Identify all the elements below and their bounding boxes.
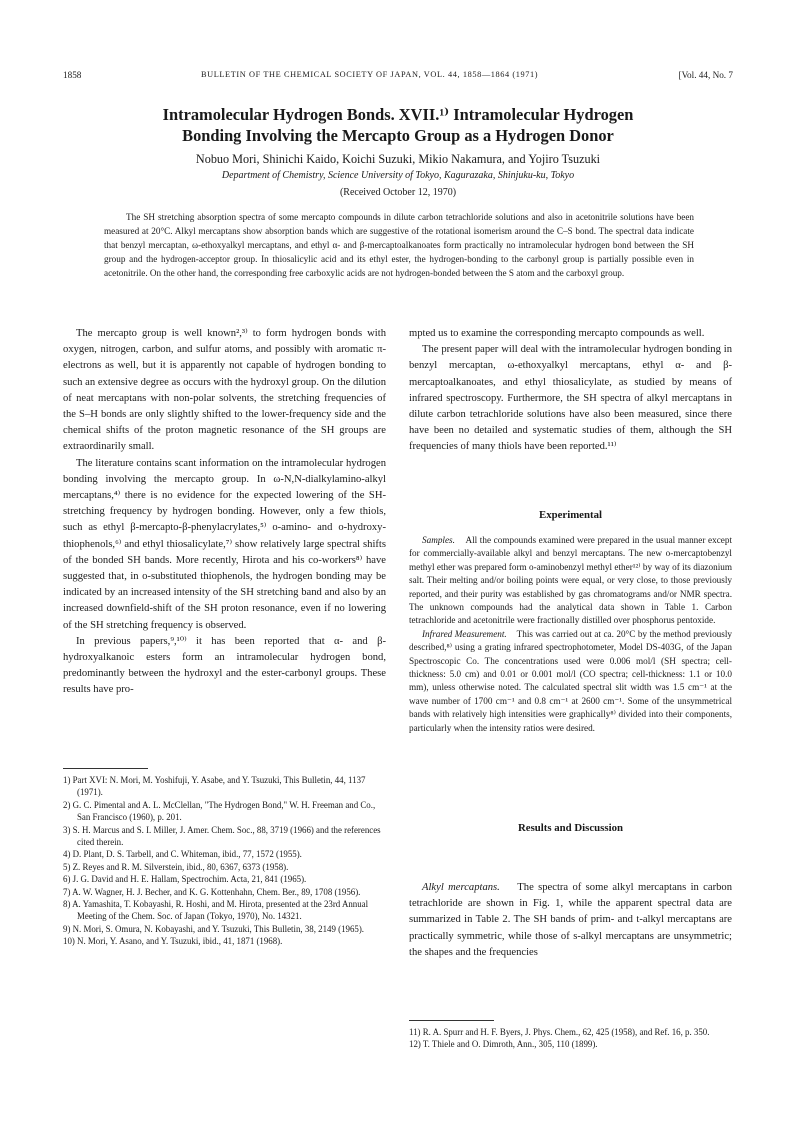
footnote-item: 7) A. W. Wagner, H. J. Becher, and K. G. Kottenhahn, Chem. Ber., 89, 1708 (1956). bbox=[63, 886, 361, 897]
intro-paragraph-3-cont: mpted us to examine the corresponding mercapto compounds as well. bbox=[409, 328, 705, 339]
intro-paragraph-3: In previous papers,⁹,¹⁰⁾ it has been reported that α- and β-hydroxyalkanoic esters form an intramolecular hydrogen bond, predominantly between the hydroxyl and the ester-carbonyl groups. These results have pro- bbox=[63, 635, 386, 696]
received-date: (Received October 12, 1970) bbox=[339, 187, 457, 198]
footnote-item: 12) T. Thiele and O. Dimroth, Ann., 305, 110 (1899). bbox=[409, 1039, 598, 1050]
ir-text: This was carried out at ca. 20°C by the method previously described,⁸⁾ using a grating infrared spectrophotometer, Model DS-403G, of the Japan Spectroscopic Co. The concentrations used were 0.006 mol/l (SH spectra; cell-thickness: 5.0 cm) and 0.01 or 0.001 mol/l (CO spectra; cell-thickness: 1.1 or 10.0 mm), unless otherwise noted. The calculated spectral slit width was 1.5 cm⁻¹ at the wave number of 1700 cm⁻¹ and 0.8 cm⁻¹ at 2600 cm⁻¹. Some of the unsymmetrical bands with relatively high intensities were graphically⁸⁾ divided into their components, particularly when the intensity ratios were desired. bbox=[409, 628, 732, 733]
intro-paragraph-1: The mercapto group is well known²,³⁾ to form hydrogen bonds with oxygen, nitrogen, carbon, and sulfur atoms, and possibly with aromatic π-electrons as well, but it is apparently not capable of hydrogen bonding to such an extensive degree as occurs with the hydroxyl group. On the dilution of neat mercaptans with non-polar solvents, the stretching frequencies of the S–H bonds are only slightly shifted to the lower-frequency side and the chemical shifts of the proton magnetic resonance of the SH groups are extraordinarily small. bbox=[63, 328, 386, 453]
footnote-rule-right bbox=[409, 1020, 494, 1021]
experimental-heading: Experimental bbox=[539, 509, 602, 521]
footnote-item: 4) D. Plant, D. S. Tarbell, and C. Whiteman, ibid., 77, 1572 (1955). bbox=[63, 849, 302, 860]
results-text: The spectra of some alkyl mercaptans in carbon tetrachloride are shown in Fig. 1, while the apparent spectral data are summarized in Table 2. The SH bands of prim- and t-alkyl mercaptans are practically symmetric, while those of s-alkyl mercaptans are unsymmetric; the shapes and the frequencies bbox=[409, 882, 732, 958]
footnote-item: 8) A. Yamashita, T. Kobayashi, R. Hoshi, and M. Hirota, presented at the 23rd Annual Meeting of the Chem. Soc. of Japan (Tokyo, 1970), No. 14321. bbox=[63, 899, 369, 922]
left-column bbox=[63, 326, 386, 699]
ir-paragraph bbox=[409, 628, 732, 735]
footnote-item: 9) N. Mori, S. Omura, N. Kobayashi, and Y. Tsuzuki, This Bulletin, 38, 2149 (1965). bbox=[63, 923, 365, 934]
footnote-item: 10) N. Mori, Y. Asano, and Y. Tsuzuki, ibid., 41, 1871 (1968). bbox=[63, 936, 283, 947]
footnote-item: 5) Z. Reyes and R. M. Silverstein, ibid., 80, 6367, 6373 (1958). bbox=[63, 861, 289, 872]
ir-lead: Infrared Measurement. bbox=[422, 628, 507, 639]
footnote-item: 11) R. A. Spurr and H. F. Byers, J. Phys. Chem., 62, 425 (1958), and Ref. 16, p. 350. bbox=[409, 1027, 710, 1037]
results-paragraph bbox=[409, 880, 732, 961]
footnote-item: 6) J. G. David and H. E. Hallam, Spectrochim. Acta, 21, 841 (1965). bbox=[63, 874, 307, 885]
affiliation: Department of Chemistry, Science University of Tokyo, Kagurazaka, Shinjuku-ku, Tokyo bbox=[221, 170, 575, 181]
samples-lead: Samples. bbox=[422, 535, 455, 545]
running-head bbox=[63, 70, 733, 84]
samples-paragraph bbox=[409, 534, 732, 628]
abstract: The SH stretching absorption spectra of some mercapto compounds in dilute carbon tetrachloride solutions and also in acetonitrile solutions have been measured at 20°C. Alkyl mercaptans show absorption bands which are suggestive of the rotational isomerism around the C–S bond. The spectral data indicate that benzyl mercaptan, ω-ethoxyalkyl mercaptans, and ethyl α- and β-mercaptoalkanoates form practically no intramolecular hydrogen bond between the SH group and the hydrogen-acceptor group. In thiosalicylic acid and its ethyl ester, the hydrogen-bonding to the carbonyl group is partially possible even in acetonitrile. On the other hand, the corresponding free carboxylic acids are not hydrogen-bonded between the S atom and the carboxyl group. bbox=[104, 212, 694, 278]
results-body bbox=[409, 880, 732, 961]
right-column bbox=[409, 326, 732, 456]
experimental-section-heading bbox=[409, 509, 732, 521]
volume-label: [Vol. 44, No. 7 bbox=[678, 70, 733, 80]
footnotes-left bbox=[63, 774, 386, 948]
title-line-2: Bonding Involving the Mercapto Group as a Hydrogen Donor bbox=[182, 126, 614, 145]
samples-text: All the compounds examined were prepared in the usual manner except for commercially-available alkyl and benzyl mercaptans. The new o-mercaptobenzyl methyl ether was prepared form o-aminobenzyl methyl ether¹²⁾ by way of its diazonium salt. Their melting and/or boiling points were equal, or very close, to those previously reported, and their purity was established by gas chromatograms and/or NMR spectra. The unknown compounds had the analytical data shown in Table 1. Carbon tetrachloride and acetonitrile were fractionally distilled over phosphorus pentoxide. bbox=[409, 535, 733, 626]
title-line-1: Intramolecular Hydrogen Bonds. XVII.¹⁾ Intramolecular Hydrogen bbox=[162, 105, 634, 124]
experimental-body bbox=[409, 534, 732, 735]
intro-paragraph-4: The present paper will deal with the intramolecular hydrogen bonding in benzyl mercaptan, ω-ethoxyalkyl mercaptans, ethyl α- and β-mercaptoalkanoates, and ethyl thiosalicylate, as studied by means of infrared spectroscopy. Furthermore, the SH spectra of alkyl mercaptans in dilute carbon tetrachloride solutions have also been measured, since there have been no detailed and systematic studies of them, although the SH frequencies of many thiols have been reported.¹¹⁾ bbox=[409, 344, 732, 453]
journal-citation: BULLETIN OF THE CHEMICAL SOCIETY OF JAPAN, VOL. 44, 1858—1864 (1971) bbox=[201, 70, 539, 79]
footnote-item: 3) S. H. Marcus and S. I. Miller, J. Amer. Chem. Soc., 88, 3719 (1966) and the references cited therein. bbox=[63, 824, 381, 848]
page-number: 1858 bbox=[63, 70, 82, 80]
results-lead: Alkyl mercaptans. bbox=[422, 882, 500, 893]
article-title bbox=[63, 104, 733, 146]
intro-paragraph-2: The literature contains scant information on the intramolecular hydrogen bonding involving the mercapto group. In ω-N,N-dialkylamino-alkyl mercaptans,⁴⁾ there is no evidence for the expected lowering of the SH-stretching frequency by hydrogen bonding. However, only a few thiols, such as ethyl β-mercapto-β-phenylacrylates,⁵⁾ o-amino- and o-hydroxy-thiophenols,⁶⁾ and ethyl thiosalicylate,⁷⁾ show relatively large spectral shifts of the bonded SH bands. More recently, Hirota and his co-workers⁸⁾ have suggested that, in o-substituted thiophenols, the hydrogen bonding may be indicated by an increased intensity of the SH stretching band and also by an increased downfield-shift of the SH proton resonance, even if no lowering of the SH stretching frequency is observed. bbox=[63, 457, 386, 631]
footnote-item: 2) G. C. Pimental and A. L. McClellan, "The Hydrogen Bond," W. H. Freeman and Co., San Francisco (1960), p. 201. bbox=[63, 799, 376, 823]
author-list: Nobuo Mori, Shinichi Kaido, Koichi Suzuki, Mikio Nakamura, and Yojiro Tsuzuki bbox=[195, 152, 601, 166]
footnotes-right bbox=[409, 1026, 732, 1051]
footnote-item: 1) Part XVI: N. Mori, M. Yoshifuji, Y. Asabe, and Y. Tsuzuki, This Bulletin, 44, 1137 (1971). bbox=[63, 775, 366, 798]
results-section-heading bbox=[409, 822, 732, 834]
footnote-rule-left bbox=[63, 768, 148, 769]
results-heading: Results and Discussion bbox=[517, 822, 623, 834]
